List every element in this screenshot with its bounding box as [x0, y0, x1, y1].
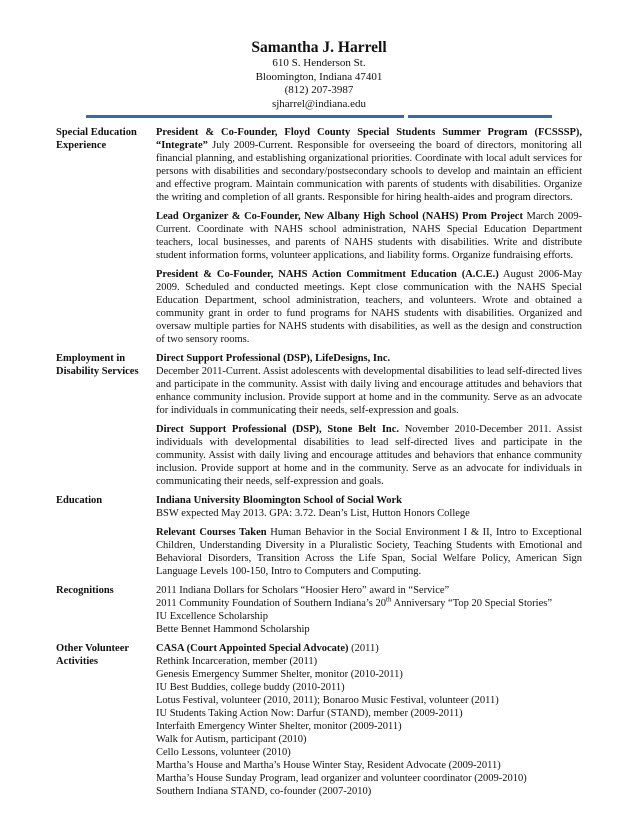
list-item: Martha’s House Sunday Program, lead organizer and volunteer coordinator (2009-2010) [156, 773, 527, 784]
entry-courses: Relevant Courses Taken Human Behavior in the Social Environment I & II, Intro to Exceptional Children, Understanding Diversity in a Pluralistic Society, Teaching Students with Emotional and Behavioral Disorders, Transition Across the Life Span, Social Welfare Policy, American Sign Language Levels 100-150, Intro to Computers and Computing. [156, 527, 583, 577]
list-item: Cello Lessons, volunteer (2010) [156, 747, 291, 758]
email-address: sjharrel@indiana.edu [271, 97, 367, 110]
list-item: Martha’s House and Martha’s House Winter Stay, Resident Advocate (2009-2011) [156, 760, 501, 771]
list-item: 2011 Community Foundation of Southern Indiana’s 20th Anniversary “Top 20 Special Stories” [156, 595, 552, 609]
section-label: Special Education Experience [56, 127, 137, 151]
resume-body [56, 126, 582, 804]
header-divider-right [408, 115, 552, 118]
entry-school: Indiana University Bloomington School of Social Work BSW expected May 2013. GPA: 3.72. Dean’s List, Hutton Honors College [156, 495, 470, 519]
header-divider [86, 115, 552, 118]
section-employment [56, 352, 582, 488]
section-education [56, 494, 582, 578]
section-recognitions [56, 584, 582, 636]
list-item: CASA (Court Appointed Special Advocate) (2011) [156, 643, 379, 654]
section-label: Other Volunteer Activities [56, 643, 130, 667]
section-label: Recognitions [56, 585, 114, 596]
section-body [156, 494, 582, 578]
list-item: Bette Bennet Hammond Scholarship [156, 624, 310, 635]
entry-lifedesigns: Direct Support Professional (DSP), LifeDesigns, Inc. December 2011-Current. Assist adolescents with developmental disabilities to lead self-directed lives and participate in the community. Assist with daily living and encourage attitudes and behaviors that enhance community inclusion. Provide support at home and in the community. Serve as an advocate for individuals in communicating their needs, self-expression and goals. [156, 353, 582, 416]
list-item: Genesis Emergency Summer Shelter, monitor (2010-2011) [156, 669, 403, 680]
list-item: Southern Indiana STAND, co-founder (2007-2010) [156, 786, 372, 797]
list-item: IU Excellence Scholarship [156, 611, 268, 622]
section-volunteer [56, 642, 582, 798]
section-body [156, 126, 582, 346]
entry-prom-project: Lead Organizer & Co-Founder, New Albany High School (NAHS) Prom Project March 2009-Current. Coordinate with NAHS school administration, NAHS Special Education Department teachers, local businesses, and parents of NAHS students with disabilities. Write and distribute student information forms, volunteer applications, and liability forms. Organize fundraising efforts. [156, 211, 582, 261]
list-item: Walk for Autism, participant (2010) [156, 734, 307, 745]
section-body [156, 642, 582, 798]
full-name: Samantha J. Harrell [251, 39, 387, 56]
list-item: Rethink Incarceration, member (2011) [156, 656, 318, 667]
section-body [156, 352, 582, 488]
entry-stone-belt: Direct Support Professional (DSP), Stone Belt Inc. November 2010-December 2011. Assist individuals with developmental disabilities to lead self-directed lives and participate in the community. Assist with daily living and encourage attitudes and behaviors that enhance community inclusion. Provide support at home and in the community. Serve as an advocate for individuals in communicating their needs, self-expression and goals. [156, 424, 582, 487]
list-item: IU Students Taking Action Now: Darfur (STAND), member (2009-2011) [156, 708, 463, 719]
section-body [156, 584, 582, 636]
entry-ace: President & Co-Founder, NAHS Action Commitment Education (A.C.E.) August 2006-May 2009. Scheduled and conducted meetings. Kept close communication with the NAHS Special Education Department, school administration, teachers, and volunteers. Wrote and obtained a community grant in order to fund programs for NAHS students with disabilities. Organized and oversaw multiple parties for NAHS students with disabilities, as well as the design and construction of two sensory rooms. [156, 269, 582, 345]
city-state-zip: Bloomington, Indiana 47401 [255, 70, 383, 83]
section-label: Employment in Disability Services [56, 353, 139, 377]
section-label: Education [56, 495, 103, 506]
phone-number: (812) 207-3987 [284, 84, 354, 97]
list-item: Lotus Festival, volunteer (2010, 2011); Bonaroo Music Festival, volunteer (2011) [156, 695, 499, 706]
list-item: Interfaith Emergency Winter Shelter, monitor (2009-2011) [156, 721, 402, 732]
list-item: IU Best Buddies, college buddy (2010-2011) [156, 682, 345, 693]
entry-fcsssp: President & Co-Founder, Floyd County Special Students Summer Program (FCSSSP), “Integrate” July 2009-Current. Responsible for overseeing the board of directors, monitoring all financial planning, and establishing organizational priorities. Coordinate with local adult services for persons with disabilities and secondary/postsecondary schools to develop and maintain an efficient and effective program. Maintain communication with parents of students with disabilities. Organize the writing and completion of all grants. Responsible for hiring health-aides and program directors. [156, 127, 582, 203]
street-address: 610 S. Henderson St. [272, 57, 366, 69]
section-special-education [56, 126, 582, 346]
list-item: 2011 Indiana Dollars for Scholars “Hoosier Hero” award in “Service” [156, 585, 450, 596]
resume-header [0, 38, 638, 111]
header-divider-left [86, 115, 404, 118]
